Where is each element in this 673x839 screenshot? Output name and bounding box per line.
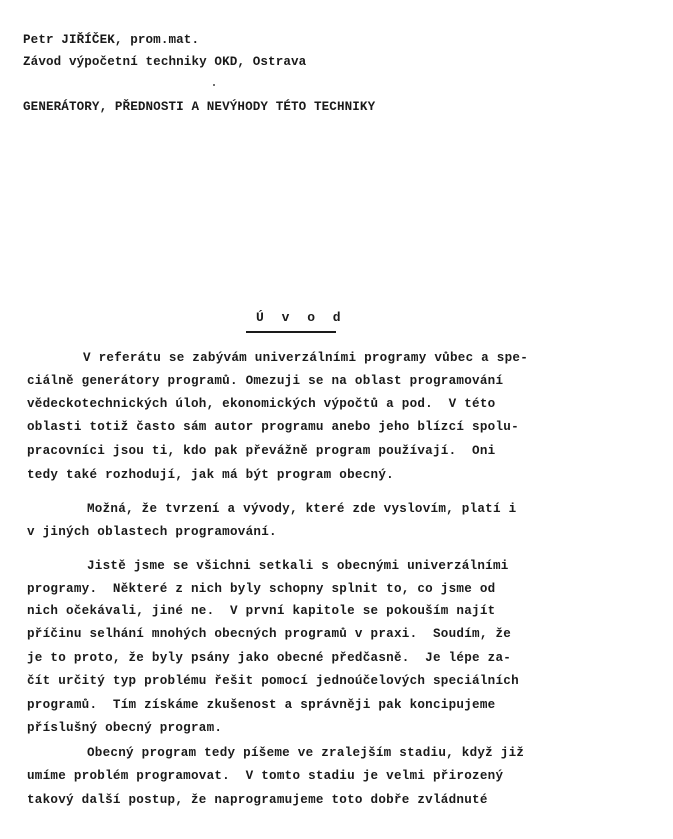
body-line: umíme problém programovat. V tomto stadiu je velmi přirozený	[27, 769, 504, 783]
body-line: ciálně generátory programů. Omezuji se na oblast programování	[27, 374, 504, 388]
affiliation-line: Závod výpočetní techniky OKD, Ostrava	[23, 55, 307, 69]
body-line: V referátu se zabývám univerzálními programy vůbec a spe-	[83, 351, 529, 365]
body-line: příslušný obecný program.	[27, 721, 223, 735]
body-line: takový další postup, že naprogramujeme toto dobře zvládnuté	[27, 793, 488, 807]
body-line: tedy také rozhodují, jak má být program obecný.	[27, 468, 394, 482]
heading-underline	[246, 331, 336, 333]
body-line: pracovníci jsou ti, kdo pak převážně program používají. Oni	[27, 444, 496, 458]
body-line: Jistě jsme se všichni setkali s obecnými univerzálními	[87, 559, 509, 573]
body-line: v jiných oblastech programování.	[27, 525, 277, 539]
body-line: nich očekávali, jiné ne. V první kapitole se pokouším najít	[27, 604, 496, 618]
author-line: Petr JIŘÍČEK, prom.mat.	[23, 33, 200, 47]
body-line: čít určitý typ problému řešit pomocí jednoúčelových speciálních	[27, 674, 519, 688]
body-line: vědeckotechnických úloh, ekonomických výpočtů a pod. V této	[27, 397, 496, 411]
body-line: programů. Tím získáme zkušenost a správněji pak koncipujeme	[27, 698, 496, 712]
scan-speck	[213, 84, 215, 86]
paper-title: GENERÁTORY, PŘEDNOSTI A NEVÝHODY TÉTO TECHNIKY	[23, 100, 376, 114]
section-heading: Ú v o d	[256, 310, 346, 325]
body-line: oblasti totiž často sám autor programu anebo jeho blízcí spolu-	[27, 420, 519, 434]
body-line: příčinu selhání mnohých obecných programů v praxi. Soudím, že	[27, 627, 512, 641]
body-line: je to proto, že byly psány jako obecné předčasně. Je lépe za-	[27, 651, 512, 665]
body-line: Možná, že tvrzení a vývody, které zde vyslovím, platí i	[87, 502, 517, 516]
body-line: programy. Některé z nich byly schopny splnit to, co jsme od	[27, 582, 496, 596]
body-line: Obecný program tedy píšeme ve zralejším stadiu, když již	[87, 746, 525, 760]
